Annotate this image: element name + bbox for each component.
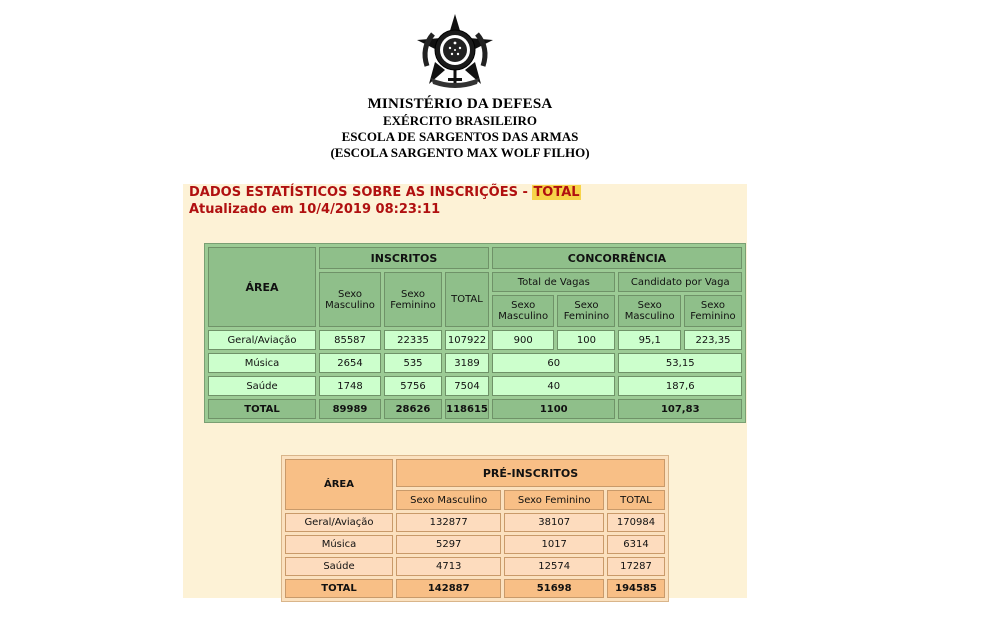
- row-masc: 85587: [319, 330, 381, 350]
- pre-total-header: TOTAL: [607, 490, 665, 510]
- total-vagas-header: Total de Vagas: [492, 272, 615, 292]
- updated-timestamp: Atualizado em 10/4/2019 08:23:11: [189, 202, 441, 217]
- total-row: [208, 399, 742, 419]
- row-fem: 5756: [384, 376, 442, 396]
- pre-inscritos-table: [281, 455, 669, 602]
- row-total: 107922: [445, 330, 489, 350]
- pre-inscritos-header: PRÉ-INSCRITOS: [396, 459, 665, 487]
- row-total: 7504: [445, 376, 489, 396]
- school-title: ESCOLA DE SARGENTOS DAS ARMAS: [341, 129, 579, 144]
- row-masc: 132877: [396, 513, 501, 532]
- coat-of-arms-emblem: [415, 12, 495, 90]
- total-area: TOTAL: [285, 579, 393, 598]
- row-fem: 22335: [384, 330, 442, 350]
- cpv-masc-header: Sexo Masculino: [618, 295, 680, 327]
- row-total: 6314: [607, 535, 665, 554]
- ministry-title: MINISTÉRIO DA DEFESA: [367, 96, 553, 112]
- row-area: Geral/Aviação: [208, 330, 316, 350]
- row-cpv: 187,6: [618, 376, 742, 396]
- row-vagas: 60: [492, 353, 615, 373]
- row-fem: 38107: [504, 513, 604, 532]
- row-area: Música: [208, 353, 316, 373]
- army-title: EXÉRCITO BRASILEIRO: [382, 113, 537, 128]
- inscritos-header: INSCRITOS: [319, 247, 489, 269]
- row-area: Música: [285, 535, 393, 554]
- row-masc: 2654: [319, 353, 381, 373]
- row-masc: 4713: [396, 557, 501, 576]
- row-cpv: 53,15: [618, 353, 742, 373]
- total-total: 194585: [607, 579, 665, 598]
- cpv-fem-header: Sexo Feminino: [684, 295, 742, 327]
- row-fem: 535: [384, 353, 442, 373]
- row-cpv-fem: 223,35: [684, 330, 742, 350]
- table-row: [208, 330, 742, 350]
- inscritos-table: [204, 243, 746, 423]
- total-cpv: 107,83: [618, 399, 742, 419]
- inscritos-total-header: TOTAL: [445, 272, 489, 327]
- total-vagas: 1100: [492, 399, 615, 419]
- row-vagas-masc: 900: [492, 330, 554, 350]
- pre-masc-header: Sexo Masculino: [396, 490, 501, 510]
- total-total: 118615: [445, 399, 489, 419]
- row-total: 3189: [445, 353, 489, 373]
- row-vagas: 40: [492, 376, 615, 396]
- total-row: [285, 579, 665, 598]
- row-total: 17287: [607, 557, 665, 576]
- total-fem: 28626: [384, 399, 442, 419]
- row-area: Saúde: [208, 376, 316, 396]
- candidato-vaga-header: Candidato por Vaga: [618, 272, 742, 292]
- stats-title-highlight: TOTAL: [533, 185, 580, 200]
- row-area: Geral/Aviação: [285, 513, 393, 532]
- table-row: [208, 353, 742, 373]
- row-masc: 5297: [396, 535, 501, 554]
- total-masc: 89989: [319, 399, 381, 419]
- institution-header: [240, 95, 680, 161]
- table-row: [285, 513, 665, 532]
- stats-title-prefix: DADOS ESTATÍSTICOS SOBRE AS INSCRIÇÕES -: [189, 185, 533, 200]
- table-row: [285, 557, 665, 576]
- pre-area-header: ÁREA: [285, 459, 393, 510]
- pre-fem-header: Sexo Feminino: [504, 490, 604, 510]
- row-fem: 1017: [504, 535, 604, 554]
- concorrencia-header: CONCORRÊNCIA: [492, 247, 742, 269]
- row-cpv-masc: 95,1: [618, 330, 680, 350]
- table-row: [208, 376, 742, 396]
- vagas-masc-header: Sexo Masculino: [492, 295, 554, 327]
- row-fem: 12574: [504, 557, 604, 576]
- row-total: 170984: [607, 513, 665, 532]
- row-masc: 1748: [319, 376, 381, 396]
- inscritos-fem-header: Sexo Feminino: [384, 272, 442, 327]
- table-row: [285, 535, 665, 554]
- stats-title: [189, 185, 581, 201]
- area-header: ÁREA: [208, 247, 316, 327]
- total-area: TOTAL: [208, 399, 316, 419]
- vagas-fem-header: Sexo Feminino: [557, 295, 615, 327]
- inscritos-masc-header: Sexo Masculino: [319, 272, 381, 327]
- school-alias: (ESCOLA SARGENTO MAX WOLF FILHO): [330, 145, 590, 160]
- row-vagas-fem: 100: [557, 330, 615, 350]
- total-fem: 51698: [504, 579, 604, 598]
- total-masc: 142887: [396, 579, 501, 598]
- row-area: Saúde: [285, 557, 393, 576]
